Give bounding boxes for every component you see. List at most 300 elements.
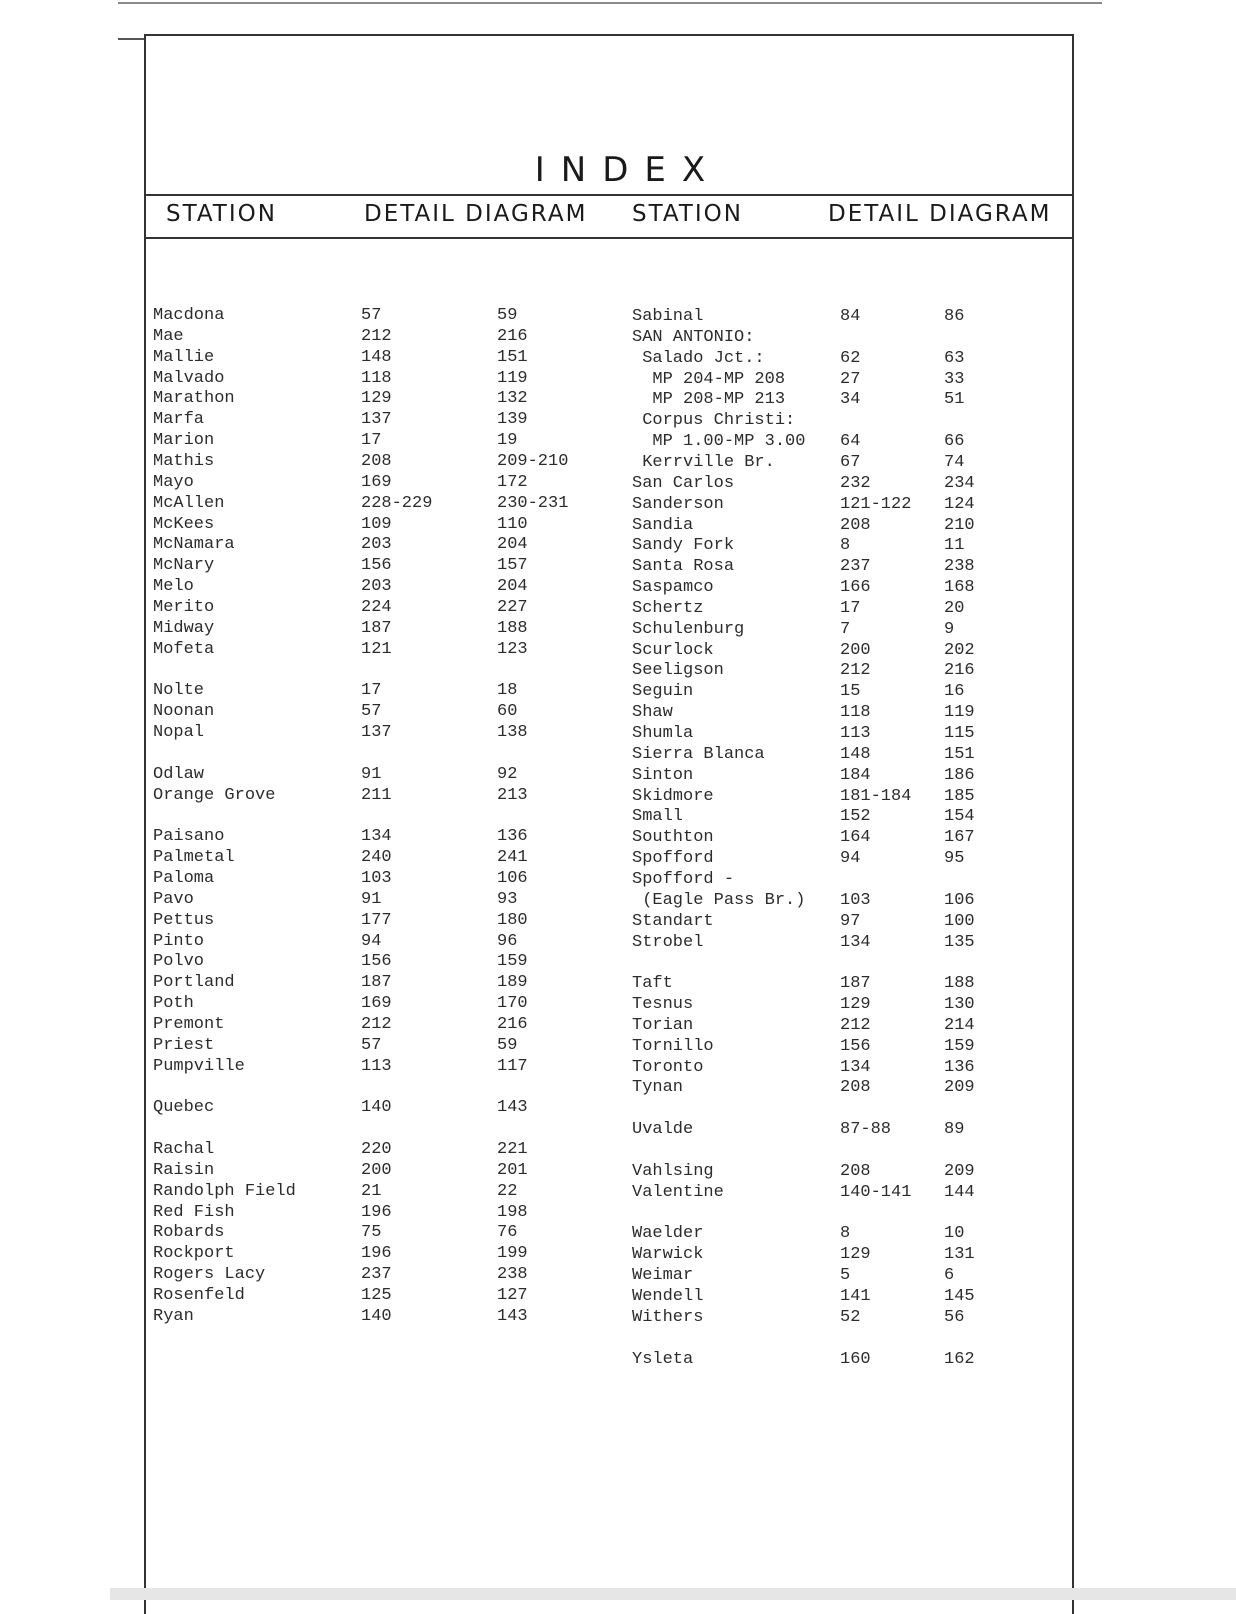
detail-page: 203 <box>361 535 392 555</box>
station-name: Malvado <box>153 368 225 388</box>
station-name: Macdona <box>153 306 225 325</box>
station-name: Sabinal <box>632 307 704 326</box>
index-row <box>0 745 1236 765</box>
diagram-page: 135 <box>944 932 975 952</box>
station-name: Pumpville <box>153 1056 245 1076</box>
index-row <box>0 432 1236 452</box>
index-row <box>0 952 1236 972</box>
detail-page: 84 <box>840 307 861 326</box>
index-row <box>0 1016 1236 1036</box>
diagram-page: 199 <box>497 1244 528 1264</box>
index-row <box>0 578 1236 598</box>
diagram-page: 136 <box>497 827 528 847</box>
station-name: Waelder <box>632 1224 704 1244</box>
station-name: McNary <box>153 556 215 576</box>
diagram-page: 209 <box>944 1161 975 1181</box>
detail-page: 237 <box>840 557 871 577</box>
diagram-page: 33 <box>944 369 965 389</box>
diagram-page: 123 <box>497 639 528 659</box>
station-name: McKees <box>153 514 215 534</box>
station-name: Ysleta <box>632 1349 694 1369</box>
index-row <box>0 390 1236 410</box>
station-name: Mofeta <box>153 639 215 659</box>
diagram-page: 66 <box>944 432 965 452</box>
index-row <box>0 1266 1236 1286</box>
station-name: Paisano <box>153 827 225 847</box>
station-name: Robards <box>153 1223 225 1243</box>
diagram-page: 213 <box>497 785 528 805</box>
station-name: Merito <box>153 597 215 617</box>
station-name: Mae <box>153 326 184 346</box>
station-name: Marion <box>153 431 215 451</box>
detail-page: 212 <box>840 1015 871 1035</box>
detail-page: 156 <box>840 1036 871 1056</box>
station-name: Paloma <box>153 868 215 888</box>
detail-page: 34 <box>840 390 861 410</box>
station-name: Marathon <box>153 389 235 409</box>
station-name: Pinto <box>153 931 205 951</box>
station-name: (Eagle Pass Br.) <box>632 890 806 910</box>
station-name: San Carlos <box>632 473 735 493</box>
diagram-page: 210 <box>944 515 975 535</box>
detail-page: 91 <box>361 764 382 784</box>
diagram-page: 209 <box>944 1078 975 1098</box>
diagram-page: 204 <box>497 535 528 555</box>
station-name: Standart <box>632 911 714 931</box>
station-name: Raisin <box>153 1160 215 1180</box>
station-name: Priest <box>153 1035 215 1055</box>
diagram-page: 241 <box>497 848 528 868</box>
detail-page: 67 <box>840 452 861 472</box>
detail-page: 137 <box>361 410 392 430</box>
diagram-page: 115 <box>944 724 975 743</box>
detail-page: 212 <box>361 1014 392 1034</box>
diagram-page: 131 <box>944 1245 975 1265</box>
station-name: Noonan <box>153 702 215 722</box>
detail-page: 118 <box>840 703 871 723</box>
diagram-page: 6 <box>944 1266 955 1286</box>
station-name: Mathis <box>153 451 215 471</box>
diagram-page: 209-210 <box>497 451 569 471</box>
detail-page: 169 <box>361 472 392 492</box>
station-name: Seguin <box>632 682 694 702</box>
detail-page: 160 <box>840 1349 871 1369</box>
diagram-page: 202 <box>944 640 975 660</box>
station-name: MP 204-MP 208 <box>632 369 786 389</box>
detail-page: 164 <box>840 828 871 848</box>
station-name: Saspamco <box>632 578 714 598</box>
station-name: Sinton <box>632 765 694 785</box>
diagram-page: 138 <box>497 723 528 742</box>
detail-page: 169 <box>361 994 392 1014</box>
index-row <box>0 1287 1236 1307</box>
detail-page: 211 <box>361 785 392 805</box>
detail-page: 200 <box>361 1160 392 1180</box>
detail-page: 177 <box>361 910 392 930</box>
station-name: Nopal <box>153 723 205 742</box>
station-name: Seeligson <box>632 661 724 681</box>
station-name: Polvo <box>153 952 205 972</box>
station-name: Withers <box>632 1307 704 1327</box>
index-row <box>0 495 1236 515</box>
detail-page: 62 <box>840 348 861 368</box>
detail-page: 228-229 <box>361 493 433 513</box>
diagram-page: 151 <box>944 744 975 764</box>
index-row <box>0 849 1236 869</box>
detail-page: 8 <box>840 536 851 556</box>
station-name: Spofford - <box>632 869 735 889</box>
detail-page: 196 <box>361 1244 392 1264</box>
detail-page: 17 <box>361 681 382 701</box>
diagram-page: 159 <box>944 1036 975 1056</box>
station-name: Uvalde <box>632 1120 694 1140</box>
station-name: SAN ANTONIO: <box>632 327 755 347</box>
diagram-page: 117 <box>497 1056 528 1076</box>
diagram-page: 216 <box>944 661 975 681</box>
diagram-page: 106 <box>497 868 528 888</box>
diagram-page: 56 <box>944 1307 965 1327</box>
station-name: Sandia <box>632 515 694 535</box>
index-row <box>0 370 1236 390</box>
station-name: Sandy Fork <box>632 536 735 556</box>
diagram-page: 198 <box>497 1202 528 1222</box>
station-name: Sierra Blanca <box>632 744 765 764</box>
detail-page: 148 <box>361 347 392 367</box>
diagram-page: 63 <box>944 348 965 368</box>
station-name: Midway <box>153 618 215 638</box>
detail-page: 113 <box>840 724 871 743</box>
station-name: McNamara <box>153 535 235 555</box>
index-row <box>0 1203 1236 1223</box>
diagram-page: 201 <box>497 1160 528 1180</box>
diagram-page: 214 <box>944 1015 975 1035</box>
detail-page: 17 <box>840 598 861 618</box>
detail-page: 240 <box>361 848 392 868</box>
detail-page: 121-122 <box>840 494 912 514</box>
diagram-page: 119 <box>497 368 528 388</box>
station-name: Scurlock <box>632 640 714 660</box>
diagram-page: 95 <box>944 849 965 869</box>
detail-page: 141 <box>840 1286 871 1306</box>
station-name: Tornillo <box>632 1036 714 1056</box>
index-row <box>0 620 1236 640</box>
diagram-page: 59 <box>497 306 518 325</box>
station-name: Small <box>632 807 684 827</box>
diagram-page: 238 <box>497 1265 528 1285</box>
index-row <box>0 1140 1236 1160</box>
detail-page: 212 <box>840 661 871 681</box>
detail-page: 156 <box>361 556 392 576</box>
detail-page: 7 <box>840 619 851 639</box>
index-row <box>0 1120 1236 1140</box>
detail-page: 208 <box>361 451 392 471</box>
margin-mark <box>118 38 144 40</box>
index-row <box>0 307 1236 327</box>
station-name: Valentine <box>632 1182 724 1202</box>
station-name: Nolte <box>153 681 205 701</box>
station-name: Red Fish <box>153 1202 235 1222</box>
index-row <box>0 703 1236 723</box>
station-name: Southton <box>632 828 714 848</box>
station-name: Palmetal <box>153 848 235 868</box>
index-row <box>0 787 1236 807</box>
diagram-page: 189 <box>497 973 528 993</box>
detail-page: 87-88 <box>840 1120 892 1140</box>
detail-page: 200 <box>840 640 871 660</box>
diagram-page: 10 <box>944 1224 965 1244</box>
detail-page: 64 <box>840 432 861 452</box>
station-name: Rockport <box>153 1244 235 1264</box>
diagram-page: 143 <box>497 1306 528 1326</box>
index-row <box>0 641 1236 661</box>
detail-page: 113 <box>361 1056 392 1076</box>
station-name: Mayo <box>153 472 194 492</box>
index-row <box>0 1350 1236 1370</box>
station-name: Randolph Field <box>153 1181 296 1201</box>
detail-page: 140 <box>361 1098 392 1118</box>
diagram-page: 136 <box>944 1057 975 1077</box>
detail-page: 91 <box>361 889 382 909</box>
header-station-right: STATION <box>632 201 743 227</box>
diagram-page: 59 <box>497 1035 518 1055</box>
detail-page: 52 <box>840 1307 861 1327</box>
detail-page: 148 <box>840 744 871 764</box>
station-name: Taft <box>632 974 673 994</box>
diagram-page: 132 <box>497 389 528 409</box>
diagram-page: 11 <box>944 536 965 556</box>
diagram-page: 119 <box>944 703 975 723</box>
station-name: Sanderson <box>632 494 724 514</box>
diagram-page: 188 <box>944 974 975 994</box>
detail-page: 17 <box>361 431 382 451</box>
station-name: Rogers Lacy <box>153 1265 266 1285</box>
detail-page: 21 <box>361 1181 382 1201</box>
station-name: Odlaw <box>153 764 205 784</box>
diagram-page: 238 <box>944 557 975 577</box>
detail-page: 181-184 <box>840 786 912 806</box>
index-row <box>0 933 1236 953</box>
diagram-page: 19 <box>497 431 518 451</box>
detail-page: 75 <box>361 1223 382 1243</box>
detail-page: 224 <box>361 597 392 617</box>
diagram-page: 227 <box>497 597 528 617</box>
detail-page: 137 <box>361 723 392 742</box>
station-name: Shaw <box>632 703 673 723</box>
diagram-page: 145 <box>944 1286 975 1306</box>
detail-page: 187 <box>361 973 392 993</box>
station-name: Pavo <box>153 889 194 909</box>
detail-page: 125 <box>361 1285 392 1305</box>
station-name: Melo <box>153 577 194 597</box>
index-row <box>0 1037 1236 1057</box>
index-row <box>0 995 1236 1015</box>
station-name: Strobel <box>632 932 704 952</box>
index-row <box>0 724 1236 744</box>
diagram-page: 124 <box>944 494 975 514</box>
index-row <box>0 474 1236 494</box>
diagram-page: 76 <box>497 1223 518 1243</box>
station-name: Warwick <box>632 1245 704 1265</box>
station-name: Tesnus <box>632 995 694 1015</box>
detail-page: 15 <box>840 682 861 702</box>
index-row <box>0 682 1236 702</box>
detail-page: 196 <box>361 1202 392 1222</box>
index-row <box>0 807 1236 827</box>
station-name: Wendell <box>632 1286 704 1306</box>
diagram-page: 130 <box>944 995 975 1015</box>
index-row <box>0 557 1236 577</box>
detail-page: 208 <box>840 1161 871 1181</box>
station-name: Schertz <box>632 598 704 618</box>
detail-page: 203 <box>361 577 392 597</box>
index-row <box>0 1224 1236 1244</box>
diagram-page: 16 <box>944 682 965 702</box>
diagram-page: 168 <box>944 578 975 598</box>
station-name: Pettus <box>153 910 215 930</box>
detail-page: 134 <box>840 1057 871 1077</box>
detail-page: 140-141 <box>840 1182 912 1202</box>
detail-page: 121 <box>361 639 392 659</box>
station-name: Orange Grove <box>153 785 276 805</box>
diagram-page: 221 <box>497 1140 528 1159</box>
index-row <box>0 536 1236 556</box>
index-row <box>0 828 1236 848</box>
diagram-page: 170 <box>497 994 528 1014</box>
detail-page: 134 <box>840 932 871 952</box>
diagram-page: 92 <box>497 764 518 784</box>
diagram-page: 100 <box>944 911 975 931</box>
diagram-page: 230-231 <box>497 493 569 513</box>
detail-page: 187 <box>361 618 392 638</box>
station-name: Premont <box>153 1014 225 1034</box>
station-name: Skidmore <box>632 786 714 806</box>
detail-page: 129 <box>840 1245 871 1265</box>
detail-page: 184 <box>840 765 871 785</box>
station-name: Spofford <box>632 849 714 869</box>
diagram-page: 143 <box>497 1098 528 1118</box>
station-name: Poth <box>153 994 194 1014</box>
index-row <box>0 516 1236 536</box>
diagram-page: 234 <box>944 473 975 493</box>
detail-page: 94 <box>361 931 382 951</box>
diagram-page: 20 <box>944 598 965 618</box>
detail-page: 140 <box>361 1306 392 1326</box>
diagram-page: 18 <box>497 681 518 701</box>
station-name: McAllen <box>153 493 225 513</box>
station-name: Corpus Christi: <box>632 411 796 431</box>
diagram-page: 86 <box>944 307 965 326</box>
station-name: MP 1.00-MP 3.00 <box>632 432 806 452</box>
station-name: Rosenfeld <box>153 1285 245 1305</box>
station-name: Tynan <box>632 1078 684 1098</box>
diagram-page: 216 <box>497 326 528 346</box>
detail-page: 152 <box>840 807 871 827</box>
station-name: Ryan <box>153 1306 194 1326</box>
diagram-page: 159 <box>497 952 528 972</box>
detail-page: 5 <box>840 1266 851 1286</box>
diagram-page: 96 <box>497 931 518 951</box>
diagram-page: 144 <box>944 1182 975 1202</box>
station-name: Rachal <box>153 1140 215 1159</box>
header-bottom-rule <box>144 237 1074 239</box>
diagram-page: 172 <box>497 472 528 492</box>
header-detail-diagram-left: DETAIL DIAGRAM <box>364 201 588 227</box>
detail-page: 212 <box>361 326 392 346</box>
detail-page: 109 <box>361 514 392 534</box>
diagram-page: 93 <box>497 889 518 909</box>
station-name: Marfa <box>153 410 205 430</box>
index-row <box>0 349 1236 369</box>
station-name: Mallie <box>153 347 215 367</box>
diagram-page: 22 <box>497 1181 518 1201</box>
station-name: Quebec <box>153 1098 215 1118</box>
detail-page: 208 <box>840 515 871 535</box>
header-detail-diagram-right: DETAIL DIAGRAM <box>828 201 1052 227</box>
detail-page: 237 <box>361 1265 392 1285</box>
page-top-rule <box>118 2 1102 4</box>
detail-page: 97 <box>840 911 861 931</box>
diagram-page: 106 <box>944 890 975 910</box>
detail-page: 129 <box>840 995 871 1015</box>
diagram-page: 110 <box>497 514 528 534</box>
diagram-page: 157 <box>497 556 528 576</box>
index-row <box>0 661 1236 681</box>
index-row <box>0 453 1236 473</box>
station-name: Weimar <box>632 1266 694 1286</box>
detail-page: 57 <box>361 306 382 325</box>
index-row <box>0 891 1236 911</box>
index-row <box>0 599 1236 619</box>
detail-page: 134 <box>361 827 392 847</box>
index-row <box>0 1183 1236 1203</box>
index-row <box>0 912 1236 932</box>
station-name: Schulenburg <box>632 619 745 639</box>
header-top-rule <box>144 194 1074 196</box>
index-row <box>0 974 1236 994</box>
detail-page: 166 <box>840 578 871 598</box>
diagram-page: 89 <box>944 1120 965 1140</box>
detail-page: 94 <box>840 849 861 869</box>
station-name: Santa Rosa <box>632 557 735 577</box>
diagram-page: 186 <box>944 765 975 785</box>
page-bottom-edge <box>110 1588 1236 1600</box>
station-name: Salado Jct.: <box>632 348 765 368</box>
diagram-page: 162 <box>944 1349 975 1369</box>
detail-page: 232 <box>840 473 871 493</box>
detail-page: 27 <box>840 369 861 389</box>
station-name: MP 208-MP 213 <box>632 390 786 410</box>
index-row <box>0 870 1236 890</box>
detail-page: 208 <box>840 1078 871 1098</box>
index-row <box>0 328 1236 348</box>
detail-page: 57 <box>361 702 382 722</box>
diagram-page: 9 <box>944 619 955 639</box>
index-row <box>0 1098 1236 1118</box>
index-row <box>0 766 1236 786</box>
station-name: Torian <box>632 1015 694 1035</box>
diagram-page: 151 <box>497 347 528 367</box>
index-row <box>0 1245 1236 1265</box>
page-title: INDEX <box>534 150 722 190</box>
diagram-page: 127 <box>497 1285 528 1305</box>
index-row <box>0 1308 1236 1328</box>
detail-page: 103 <box>840 890 871 910</box>
detail-page: 156 <box>361 952 392 972</box>
detail-page: 103 <box>361 868 392 888</box>
diagram-page: 180 <box>497 910 528 930</box>
diagram-page: 204 <box>497 577 528 597</box>
station-name: Toronto <box>632 1057 704 1077</box>
